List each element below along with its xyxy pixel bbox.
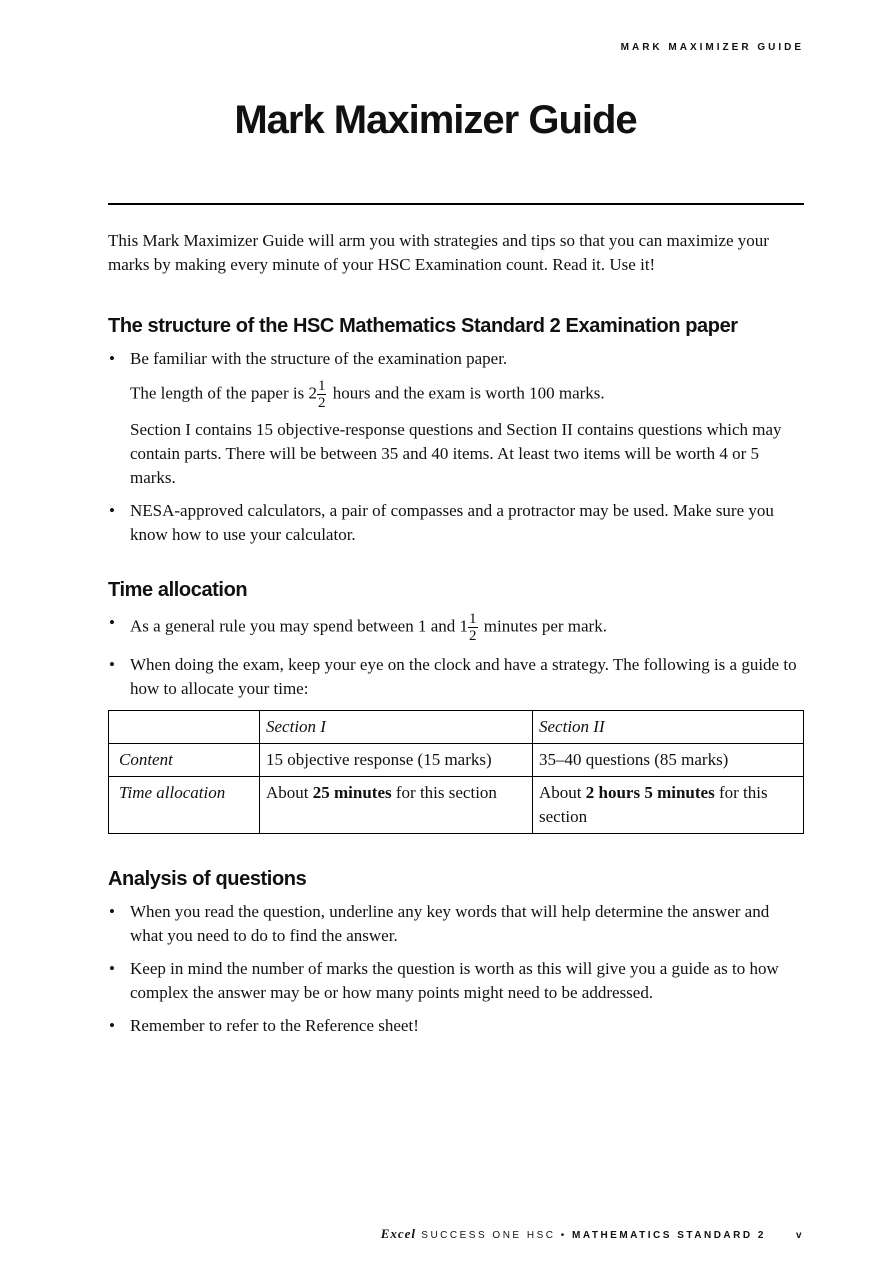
list-item xyxy=(108,900,804,948)
paper-length-post: hours and the exam is worth 100 marks. xyxy=(328,383,605,403)
fraction-denominator: 2 xyxy=(317,395,326,411)
fraction-denominator: 2 xyxy=(469,628,477,644)
page-footer xyxy=(381,1226,804,1242)
analysis-bullet-3-text: Remember to refer to the Reference sheet! xyxy=(130,1016,419,1035)
analysis-bullet-2-text: Keep in mind the number of marks the question is worth as this will give you a guide as to how complex the answer may be or how many points might need to be addressed. xyxy=(130,959,779,1002)
time-bullet-2-text: When doing the exam, keep your eye on the clock and have a strategy. The following is a guide to how to allocate your time: xyxy=(130,655,797,698)
row-label-time: Time allocation xyxy=(109,777,260,834)
intro-paragraph: This Mark Maximizer Guide will arm you with strategies and tips so that you can maximize your marks by making every minute of your HSC Examination count. Read it. Use it! xyxy=(108,231,769,274)
structure-list xyxy=(108,347,804,547)
time-heading: Time allocation xyxy=(108,579,248,601)
analysis-bullet-1-text: When you read the question, underline any key words that will help determine the answer and what you need to do to find the answer. xyxy=(130,902,770,945)
footer-brand: Excel xyxy=(380,1226,417,1241)
analysis-section xyxy=(108,866,804,1038)
fraction-one-half xyxy=(468,611,478,644)
time-section-2 xyxy=(533,777,804,834)
structure-heading: The structure of the HSC Mathematics Standard 2 Examination paper xyxy=(108,315,738,337)
list-item xyxy=(108,347,804,490)
structure-bullet-1-text: Be familiar with the structure of the examination paper. xyxy=(130,349,508,368)
time-s1-pre: About xyxy=(266,783,313,802)
time-s2-pre: About xyxy=(539,783,586,802)
table-row xyxy=(109,711,804,744)
list-item xyxy=(108,499,804,547)
main-content xyxy=(108,229,804,1047)
time-section-1 xyxy=(260,777,533,834)
analysis-heading: Analysis of questions xyxy=(108,868,307,890)
time-bullet-1-post: minutes per mark. xyxy=(479,616,607,636)
time-section xyxy=(108,577,804,834)
col-header-section-1: Section I xyxy=(260,711,533,744)
fraction-numerator: 1 xyxy=(317,378,326,394)
row-label-content: Content xyxy=(109,744,260,777)
content-section-1: 15 objective response (15 marks) xyxy=(260,744,533,777)
time-list xyxy=(108,611,804,701)
table-row xyxy=(109,777,804,834)
structure-section xyxy=(108,313,804,547)
analysis-list xyxy=(108,900,804,1038)
fraction-one-half xyxy=(317,378,327,411)
time-bullet-1-pre: As a general rule you may spend between 1 and 1 xyxy=(130,616,468,636)
time-s1-bold: 25 minutes xyxy=(312,783,392,802)
content-section-2: 35–40 questions (85 marks) xyxy=(533,744,804,777)
footer-series: SUCCESS ONE HSC • xyxy=(416,1230,573,1241)
paper-length-pre: The length of the paper is 2 xyxy=(130,383,317,403)
time-allocation-table xyxy=(108,710,804,834)
list-item xyxy=(108,957,804,1005)
fraction-numerator: 1 xyxy=(469,611,477,627)
list-item xyxy=(108,653,804,701)
time-s2-bold: 2 hours 5 minutes xyxy=(585,783,715,802)
table-corner-cell xyxy=(109,711,260,744)
list-item xyxy=(108,611,804,644)
footer-subject: MATHEMATICS STANDARD 2 xyxy=(572,1230,766,1241)
list-item xyxy=(108,1014,804,1038)
title-rule xyxy=(108,203,804,205)
paper-length-line xyxy=(130,378,804,411)
time-s1-post: for this section xyxy=(391,783,497,802)
page-title: Mark Maximizer Guide xyxy=(234,98,637,142)
page-number: v xyxy=(795,1230,804,1241)
running-head: MARK MAXIMIZER GUIDE xyxy=(620,42,804,53)
structure-bullet-2-text: NESA-approved calculators, a pair of compasses and a protractor may be used. Make sure you know how to use your calculator. xyxy=(130,501,774,544)
col-header-section-2: Section II xyxy=(533,711,804,744)
sections-description: Section I contains 15 objective-response questions and Section II contains questions which may contain parts. There will be between 35 and 40 items. At least two items will be worth 4 or 5 marks. xyxy=(130,420,782,487)
time-s2-post: for this section xyxy=(539,783,768,826)
table-row xyxy=(109,744,804,777)
